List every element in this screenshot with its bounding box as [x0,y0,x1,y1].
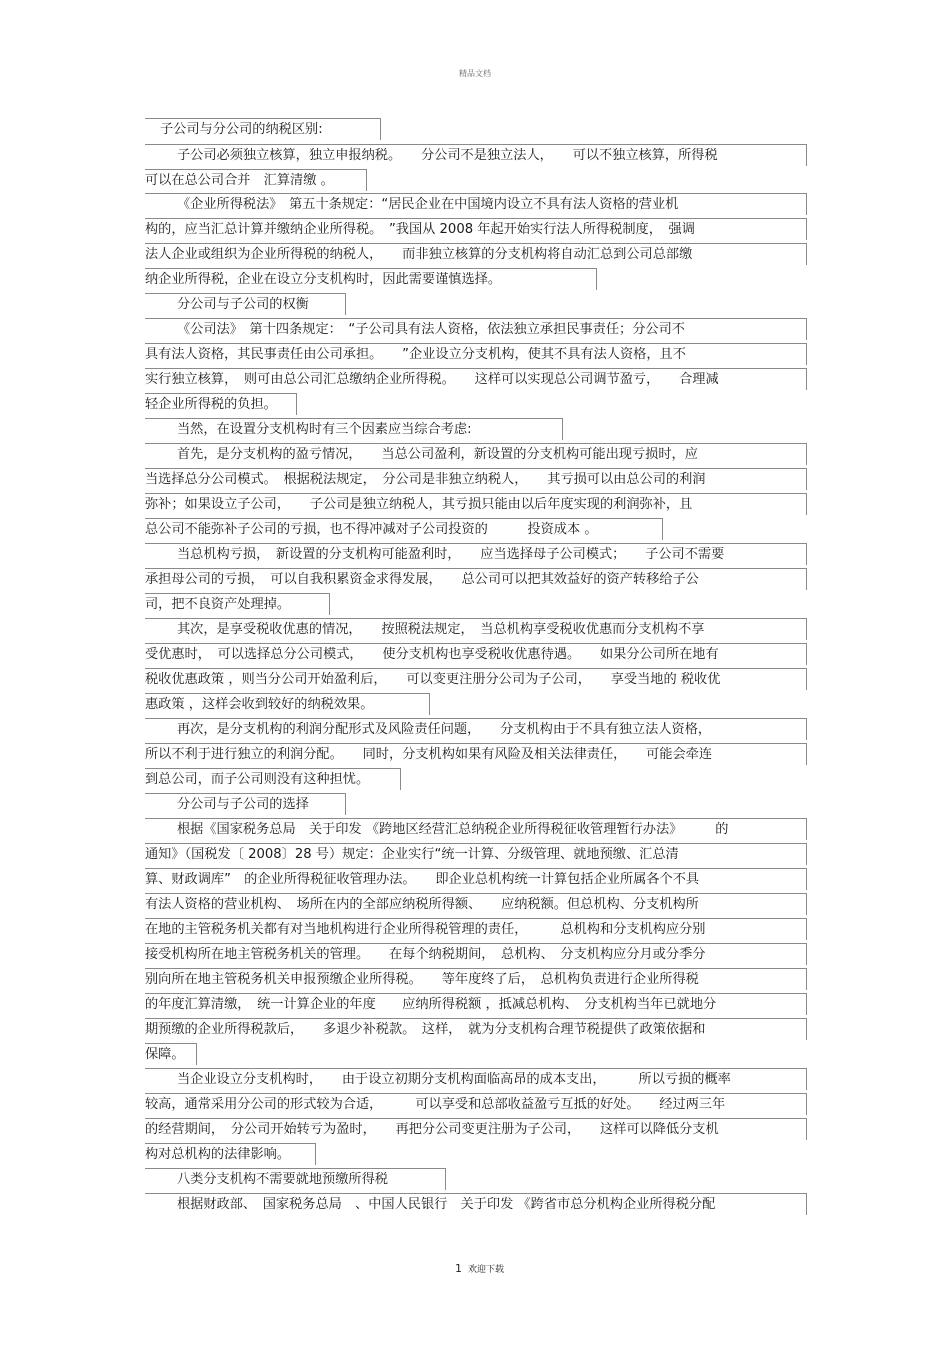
text-line: 根据财政部、 国家税务总局 、中国人民银行 关于印发 《跨省市总分机构企业所得税分配 [145,1193,807,1215]
text-line: 再次，是分支机构的利润分配形式及风险责任问题， 分支机构由于不具有独立法人资格， [145,718,807,740]
text-line: 轻企业所得税的负担。 [145,393,297,415]
text-line: 的经营期间， 分公司开始转亏为盈时， 再把分公司变更注册为子公司， 这样可以降低分支机 [145,1118,807,1140]
page-number: 1 [455,1262,462,1275]
text-line: 在地的主管税务机关都有对当地机构进行企业所得税管理的责任， 总机构和分支机构应分别 [145,918,807,940]
text-line: 《公司法》 第十四条规定： “子公司具有法人资格，依法独立承担民事责任；分公司不 [145,318,807,340]
text-line: 受优惠时， 可以选择总分公司模式， 使分支机构也享受税收优惠待遇。 如果分公司所在地有 [145,643,807,665]
text-line: 分公司与子公司的权衡 [145,293,346,315]
text-line: 别向所在地主管税务机关申报预缴企业所得税。 等年度终了后， 总机构负责进行企业所得税 [145,968,807,990]
text-line: 当然，在设置分支机构时有三个因素应当综合考虑: [145,418,563,440]
text-line: 有法人资格的营业机构、 场所在内的全部应纳税所得额、 应纳税额。但总机构、分支机构所 [145,893,807,915]
text-line: 当总机构亏损， 新设置的分支机构可能盈利时， 应当选择母子公司模式； 子公司不需要 [145,543,807,565]
text-line: 总公司不能弥补子公司的亏损，也不得冲减对子公司投资的 投资成本 。 [145,518,663,540]
text-line: 税收优惠政策 ，则当分公司开始盈利后， 可以变更注册分公司为子公司， 享受当地的 税收优 [145,668,807,690]
text-line: 八类分支机构不需要就地预缴所得税 [145,1168,446,1190]
text-line: 承担母公司的亏损， 可以自我积累资金求得发展， 总公司可以把其效益好的资产转移给子公 [145,568,807,590]
footer-note: 欢迎下载 [468,1265,505,1275]
text-line: 司，把不良资产处理掉。 [145,593,330,615]
text-line: 所以不利于进行独立的利润分配。 同时，分支机构如果有风险及相关法律责任， 可能会牵连 [145,743,807,765]
text-line: 保障。 [145,1043,197,1065]
text-line: 接受机构所在地主管税务机关的管理。 在每个纳税期间， 总机构、 分支机构应分月或分季分 [145,943,807,965]
text-line: 的年度汇算清缴， 统一计算企业的年度 应纳所得税额 ，抵减总机构、 分支机构当年已就地分 [145,993,807,1015]
text-line: 可以在总公司合并 汇算清缴 。 [145,169,367,191]
page-footer [455,1262,504,1275]
text-line: 当企业设立分支机构时， 由于设立初期分支机构面临高昂的成本支出， 所以亏损的概率 [145,1068,807,1090]
text-line: 惠政策 ，这样会收到较好的纳税效果。 [145,693,430,715]
text-line: 构的，应当汇总计算并缴纳企业所得税。 ”我国从 2008 年起开始实行法人所得税制度， 强调 [145,218,807,240]
text-line: 弥补；如果设立子公司， 子公司是独立纳税人，其亏损只能由以后年度实现的利润弥补，且 [145,493,807,515]
text-line: 子公司与分公司的纳税区别: [145,118,381,140]
text-line: 算、财政调库” 的企业所得税征收管理办法。 即企业总机构统一计算包括企业所属各个不具 [145,868,807,890]
text-line: 分公司与子公司的选择 [145,793,346,815]
text-line: 期预缴的企业所得税款后， 多退少补税款。 这样， 就为分支机构合理节税提供了政策依据和 [145,1018,807,1040]
text-line: 具有法人资格，其民事责任由公司承担。 ”企业设立分支机构，使其不具有法人资格，且不 [145,343,807,365]
text-line: 其次，是享受税收优惠的情况， 按照税法规定， 当总机构享受税收优惠而分支机构不享 [145,618,807,640]
text-line: 到总公司，而子公司则没有这种担忧。 [145,768,401,790]
text-line: 较高，通常采用分公司的形式较为合适， 可以享受和总部收益盈亏互抵的好处。 经过两三年 [145,1093,807,1115]
text-line: 纳企业所得税，企业在设立分支机构时，因此需要谨慎选择。 [145,268,597,290]
page-header: 精品文档 [459,69,491,78]
text-line: 首先，是分支机构的盈亏情况， 当总公司盈利，新设置的分支机构可能出现亏损时，应 [145,443,807,465]
text-line: 通知》（国税发〔 2008〕28 号）规定：企业实行“统一计算、分级管理、就地预缴、汇总清 [145,843,807,865]
text-line: 根据《国家税务总局 关于印发 《跨地区经营汇总纳税企业所得税征收管理暂行办法》 的 [145,818,807,840]
text-line: 构对总机构的法律影响。 [145,1143,316,1165]
text-line: 子公司必须独立核算，独立申报纳税。 分公司不是独立法人， 可以不独立核算，所得税 [145,144,807,166]
text-line: 实行独立核算， 则可由总公司汇总缴纳企业所得税。 这样可以实现总公司调节盈亏， 合理减 [145,368,807,390]
text-line: 当选择总分公司模式。 根据税法规定， 分公司是非独立纳税人， 其亏损可以由总公司的利润 [145,468,807,490]
text-line: 《企业所得税法》 第五十条规定：“居民企业在中国境内设立不具有法人资格的营业机 [145,193,807,215]
text-line: 法人企业或组织为企业所得税的纳税人， 而非独立核算的分支机构将自动汇总到公司总部缴 [145,243,807,265]
